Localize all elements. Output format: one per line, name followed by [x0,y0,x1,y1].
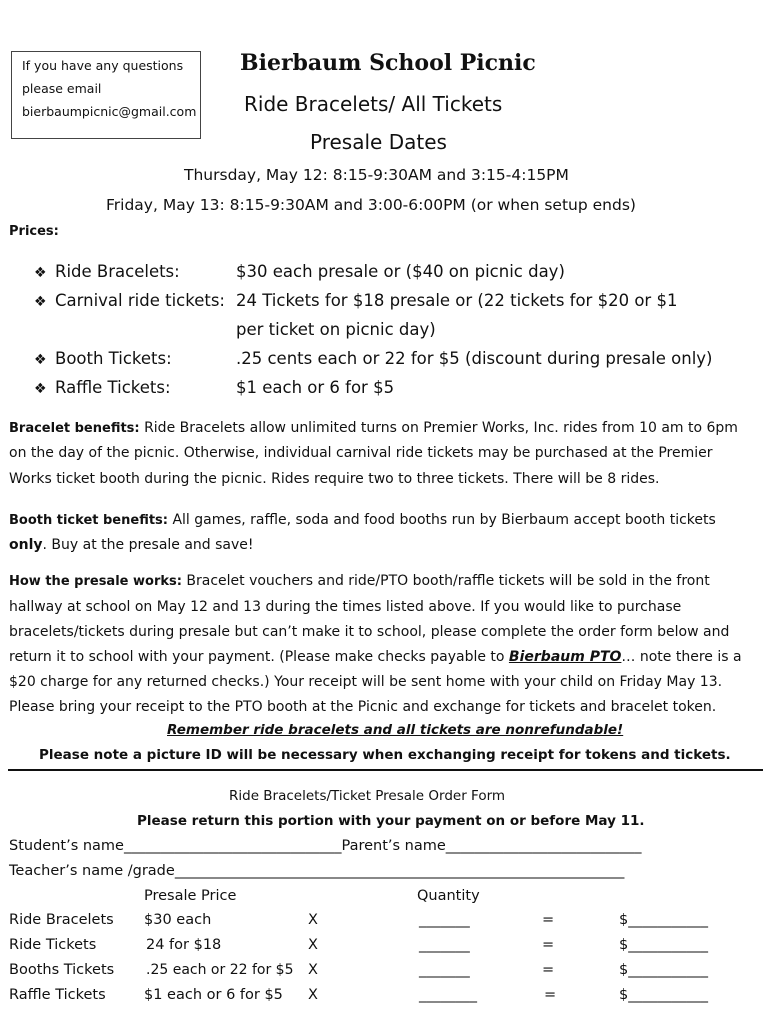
diamond-bullet-icon: ❖ [34,352,47,368]
teacher-row [9,863,624,879]
col-header-price: Presale Price [144,888,237,904]
presale-line-4a: return it to school with your payment. (Please make checks payable to [9,649,509,665]
date-friday: Friday, May 13: 8:15-9:30AM and 3:00-6:00PM (or when setup ends) [106,196,636,214]
teacher-grade-field[interactable]: ______________________________________________________________ [174,863,625,879]
booth-benefits-text-2: . Buy at the presale and save! [42,537,254,553]
presale-line-5: $20 charge for any returned checks.) Your receipt will be sent home with your child on Friday May 13. [9,674,723,690]
price-name-raffle: Raffle Tickets: [55,378,171,397]
presale-line-4b: … note there is a [621,649,742,665]
booth-benefits-text: All games, raffle, soda and food booths run by Bierbaum accept booth tickets [172,512,716,528]
booth-benefits-line-2 [9,537,254,553]
presale-line-6: Please bring your receipt to the PTO booth at the Picnic and exchange for tickets and bracelet token. [9,699,717,715]
order-form-title: Ride Bracelets/Ticket Presale Order Form [229,788,506,804]
price-value-bracelets: $30 each presale or ($40 on picnic day) [236,262,565,281]
equals-sign: = [542,962,555,978]
contact-line-1: If you have any questions [22,58,184,73]
multiply-sign: X [308,937,318,953]
contact-box [11,51,201,139]
equals-sign: = [542,937,555,953]
order-item-ride-tickets: Ride Tickets [9,937,97,953]
multiply-sign: X [308,987,318,1003]
price-value-raffle: $1 each or 6 for $5 [236,378,395,397]
presale-line-2: hallway at school on May 12 and 13 during the times listed above. If you would like to purchase [9,599,682,615]
booth-benefits-label: Booth ticket benefits: [9,513,168,528]
prices-label: Prices: [9,224,59,239]
presale-line-1 [9,573,710,589]
diamond-bullet-icon: ❖ [34,294,47,310]
total-field-bracelets[interactable]: $___________ [619,912,708,928]
subtitle-presale-dates: Presale Dates [310,130,447,154]
page-title: Bierbaum School Picnic [240,50,536,76]
bracelet-benefits-line-1 [9,420,738,436]
multiply-sign: X [308,962,318,978]
price-name-ride-tickets: Carnival ride tickets: [55,291,225,310]
multiply-sign: X [308,912,318,928]
equals-sign: = [542,912,555,928]
student-name-label: Student’s name [9,838,124,854]
equals-sign: = [544,987,557,1003]
contact-line-2: please email [22,81,102,96]
presale-line-3: bracelets/tickets during presale but can’t make it to school, please complete the order form below and [9,624,730,640]
diamond-bullet-icon: ❖ [34,381,47,397]
qty-field-raffle-tickets[interactable]: ________ [419,987,477,1003]
booth-only-emphasis: only [9,537,43,553]
picture-id-note: Please note a picture ID will be necessary when exchanging receipt for tokens and tickets. [39,747,731,763]
date-thursday: Thursday, May 12: 8:15-9:30AM and 3:15-4:15PM [184,166,569,184]
contact-email: bierbaumpicnic@gmail.com [22,104,197,119]
presale-text: Bracelet vouchers and ride/PTO booth/raffle tickets will be sold in the front [186,573,710,589]
parent-name-field[interactable]: ___________________________ [445,838,642,854]
bracelet-benefits-text: Ride Bracelets allow unlimited turns on Premier Works, Inc. rides from 10 am to 6pm [144,420,738,436]
price-value-booth: .25 cents each or 22 for $5 (discount during presale only) [236,349,713,368]
student-name-row [9,838,642,854]
qty-field-ride-tickets[interactable]: _______ [419,937,470,953]
parent-name-label: Parent’s name [341,838,446,854]
order-form-instruction: Please return this portion with your payment on or before May 11. [137,813,645,829]
total-field-raffle-tickets[interactable]: $___________ [619,987,708,1003]
teacher-grade-label: Teacher’s name /grade [9,863,175,879]
qty-field-booth-tickets[interactable]: _______ [419,962,470,978]
nonrefundable-note: Remember ride bracelets and all tickets are nonrefundable! [167,722,624,738]
price-name-bracelets: Ride Bracelets: [55,262,180,281]
price-value-ride-tickets-cont: per ticket on picnic day) [236,320,436,339]
order-price-ride-tickets: 24 for $18 [146,937,222,953]
total-field-booth-tickets[interactable]: $___________ [619,962,708,978]
subtitle-bracelets: Ride Bracelets/ All Tickets [244,92,503,116]
col-header-quantity: Quantity [417,888,480,904]
bracelet-benefits-line-3: Works ticket booth during the picnic. Rides require two to three tickets. There will be 8 rides. [9,471,660,487]
diamond-bullet-icon: ❖ [34,265,47,281]
total-field-ride-tickets[interactable]: $___________ [619,937,708,953]
student-name-field[interactable]: ______________________________ [123,838,342,854]
bracelet-benefits-line-2: on the day of the picnic. Otherwise, individual carnival ride tickets may be purchased at the Premier [9,445,713,461]
order-price-raffle-tickets: $1 each or 6 for $5 [144,987,283,1003]
order-item-booth-tickets: Booths Tickets [9,962,115,978]
payee-name: Bierbaum PTO [508,649,622,665]
order-price-booth-tickets: .25 each or 22 for $5 [146,962,294,978]
section-divider [8,769,763,771]
order-price-bracelets: $30 each [144,912,212,928]
price-value-ride-tickets: 24 Tickets for $18 presale or (22 tickets for $20 or $1 [236,291,678,310]
qty-field-bracelets[interactable]: _______ [419,912,470,928]
order-item-bracelets: Ride Bracelets [9,912,114,928]
order-item-raffle-tickets: Raffle Tickets [9,987,106,1003]
booth-benefits-line-1 [9,512,716,528]
price-name-booth: Booth Tickets: [55,349,172,368]
presale-label: How the presale works: [9,574,182,589]
bracelet-benefits-label: Bracelet benefits: [9,421,140,436]
presale-line-4 [9,649,742,665]
